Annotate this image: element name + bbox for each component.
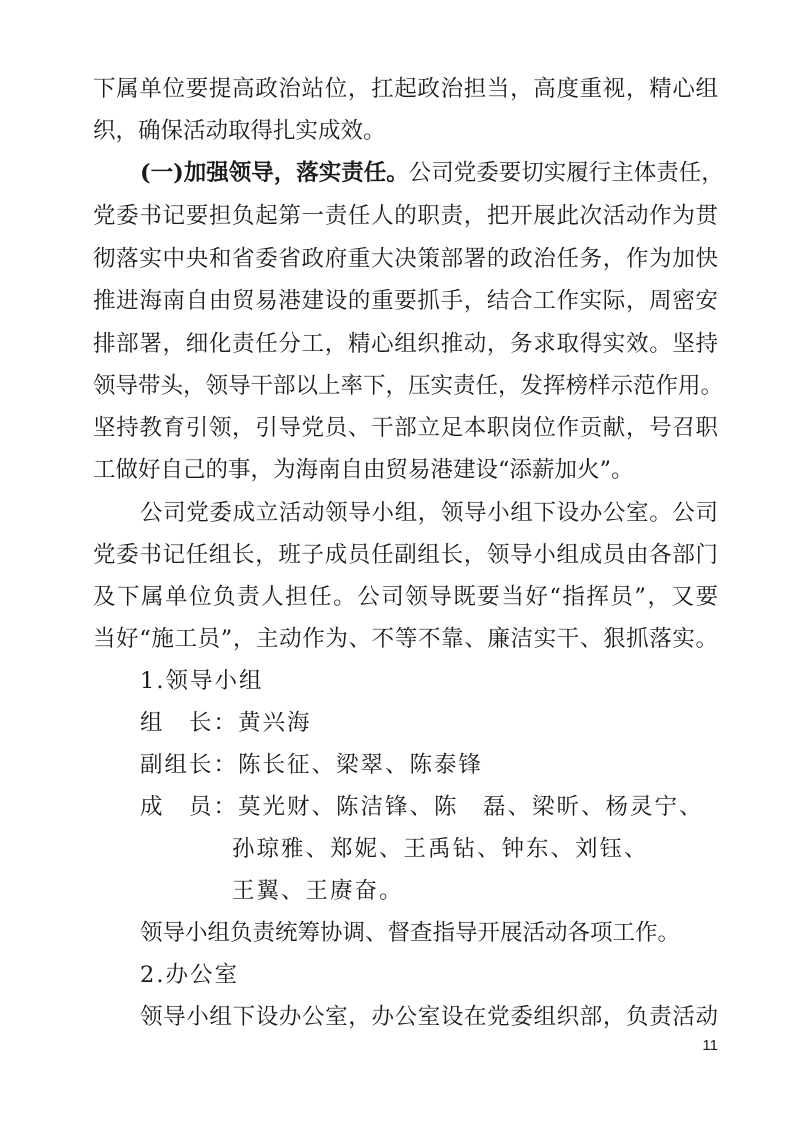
body-text-line: 领导带头，领导干部以上率下，压实责任，发挥榜样示范作用。	[93, 373, 724, 399]
body-text-line: 彻落实中央和省委省政府重大决策部署的政治任务，作为加快	[93, 246, 718, 272]
body-text-line: 当好“施工员”，主动作为、不等不靠、廉洁实干、狠抓落实。	[93, 626, 718, 652]
member-list-line: 成 员：莫光财、陈洁锋、陈 磊、梁昕、杨灵宁、	[140, 794, 704, 820]
subsection-heading: 1.领导小组	[140, 668, 264, 694]
member-list-line: 组 长：黄兴海	[140, 710, 312, 736]
body-text-line: 公司党委成立活动领导小组，领导小组下设办公室。公司	[140, 500, 718, 526]
body-text-line: 领导小组负责统筹协调、督查指导开展活动各项工作。	[140, 920, 681, 946]
page-number: 11	[702, 1037, 718, 1054]
body-text-line: 党委书记要担负起第一责任人的职责，把开展此次活动作为贯	[93, 203, 718, 229]
body-text-line: 织，确保活动取得扎实成效。	[93, 118, 386, 144]
body-text-line: 坚持教育引领，引导党员、干部立足本职岗位作贡献，号召职	[93, 415, 718, 441]
body-text-line: 领导小组下设办公室，办公室设在党委组织部，负责活动	[140, 1004, 718, 1030]
section-heading-continuation: 公司党委要切实履行主体责任，	[408, 160, 724, 186]
body-text-line: 推进海南自由贸易港建设的重要抓手，结合工作实际，周密安	[93, 288, 718, 314]
section-heading-line	[140, 158, 724, 188]
member-list-line: 王翼、王赓奋。	[232, 878, 404, 904]
body-text-line: 工做好自己的事，为海南自由贸易港建设“添薪加火”。	[93, 457, 634, 483]
member-list-line: 孙琼雅、郑妮、王禹钻、钟东、刘钰、	[232, 836, 649, 862]
section-heading: (一)加强领导，落实责任。	[140, 160, 409, 186]
body-text-line: 下属单位要提高政治站位，扛起政治担当，高度重视，精心组	[93, 76, 718, 102]
body-text-line: 党委书记任组长，班子成员任副组长，领导小组成员由各部门	[93, 542, 718, 568]
member-list-line: 副组长：陈长征、梁翠、陈泰锋	[140, 752, 484, 778]
subsection-heading: 2.办公室	[140, 962, 239, 988]
body-text-line: 排部署，细化责任分工，精心组织推动，务求取得实效。坚持	[93, 331, 718, 357]
body-text-line: 及下属单位负责人担任。公司领导既要当好“指挥员”，又要	[93, 584, 718, 610]
